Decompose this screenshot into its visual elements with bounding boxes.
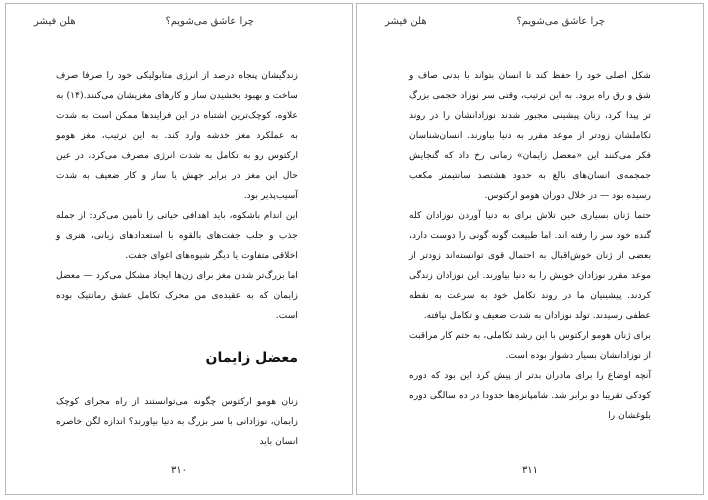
paragraph: آنچه اوضاع را برای مادران بدتر از پیش کرد این بود که دوره کودکی تقریبا دو برابر شد. شامپانزه‌ها حدودا در ده سالگی دوره بلوغشان را [409,370,651,421]
header-author: هلن فیشر [385,16,427,27]
header-title: چرا عاشق می‌شویم؟ [516,16,605,27]
paragraph: حتما ژنان بسیاری حین تلاش برای به دنیا آوردن نوزادان کله گنده خود سر را رفته اند. اما طبیعت گونه گونی را دوست دارد، بعضی از ژنان خوش‌اقبال به احتمال قوی توانسته‌اند زودتر از موعد مقرر نوزادان خویش را به دنیا بیاورند. این نوزادان زندگی کردند. پیشینیان ما در روند تکامل خود به سرعت به نقطه عطفی رسیدند. تولد نوزادان به شدت ضعیف و تکامل نیافته. [409,210,651,321]
paragraph: زندگیشان پنجاه درصد از انرژی متابولیکی خود را صرفا صرف ساخت و بهبود بخشیدن ساز و کارهای مغزیشان می‌کنند.(۱۴) به علاوه، کوچک‌ترین اشتباه در این فرایندها ممکن است به شدت به عملکرد مغز خدشه وارد کند. به این ترتیب، مغز هومو ارکتوس رو به تکامل به شدت انرژی مصرف می‌کرد، در عین حال این مغز در برابر جهش یا ساز و کار ضعیف به شدت آسیب‌پذیر بود. [56,70,298,201]
page-number: ۳۱۰ [170,465,188,476]
section-heading: معضل زایمان [205,350,298,366]
page-number: ۳۱۱ [521,465,539,476]
paragraph: اما بزرگ‌تر شدن مغز برای زن‌ها ایجاد مشکل می‌کرد — معضل زایمان که به عقیده‌ی من محرک تکامل عشق رمانتیک بوده است. [56,270,298,321]
right-page [356,3,704,495]
paragraph: زنان هومو ارکتوس چگونه می‌توانستند از راه مجرای کوچک زایمان، نوزادانی با سر بزرگ به دنیا بیاورند؟ اندازه لگن خاصره انسان باید [56,396,298,447]
header-title: چرا عاشق می‌شویم؟ [165,16,254,27]
paragraph: این اندام باشکوه، باید اهدافی حیاتی را تأمین می‌کرد: از جمله جذب و جلب جفت‌های بالقوه با استعدادهای زبانی، هنری و اخلاقی متفاوت یا دیگر شیوه‌های اغوای جفت. [56,210,298,261]
paragraph: شکل اصلی خود را حفظ کند تا انسان بتواند با بدنی صاف و شق و رق راه برود. به این ترتیب، وقتی سر نوزاد حجمی بزرگ تر پیدا کرد، زنان پیشینی مجبور شدند نوزادانشان را در روند تکاملشان زودتر از موعد مقرر به دنیا بیاورند. انسان‌شناسان فکر می‌کنند این «معضل زایمان» زمانی رخ داد که گنجایش جمجمه‌ی انسان‌های بالغ به حدود هشتصد سانتیمتر مکعب رسیده بود — در خلال دوران هومو ارکتوس. [409,70,651,201]
running-header [385,16,675,30]
header-author: هلن فیشر [34,16,76,27]
left-page [5,3,353,495]
page-body [409,66,651,426]
paragraph: برای ژنان هومو ارکتوس با این رشد تکاملی، به حتم کار مراقبت از نوزادانشان بسیار دشوار بوده است. [409,330,651,361]
page-body [56,66,298,452]
running-header [34,16,324,30]
